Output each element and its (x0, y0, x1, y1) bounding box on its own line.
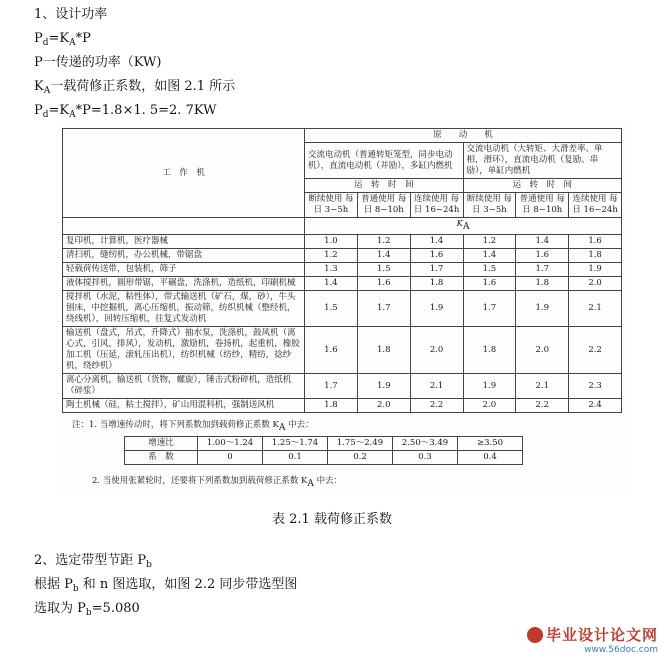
ka-value-cell: 1.7 (305, 374, 358, 399)
coef-cell: 0.3 (393, 451, 458, 465)
table-row (63, 399, 622, 413)
ka-value-cell: 1.6 (463, 277, 516, 291)
watermark (527, 624, 658, 655)
ka-value-cell: 1.2 (357, 235, 410, 249)
coef-cell: 0.4 (458, 451, 523, 465)
table-row (63, 263, 622, 277)
ka-value-cell: 2.0 (569, 277, 622, 291)
ka-value-cell: 1.7 (410, 263, 463, 277)
ka-value-cell: 1.6 (305, 327, 358, 374)
note-2-tail: 中去： (313, 476, 343, 486)
note-2-sub: A (307, 479, 314, 489)
section2-choice (34, 600, 140, 622)
machine-cell: 搅拌机（水泥，粘性体），带式输送机（矿石，煤，砂），牛头刨床，中挖掘机，离心压缩机，振动筛，纺织机械（整经机，绕线机），回转压缩机，往复式发动机 (63, 291, 305, 327)
ka-value-cell: 1.7 (463, 291, 516, 327)
ka-value-cell: 2.0 (357, 399, 410, 413)
ratio-cell: 2.50～3.49 (393, 437, 458, 451)
ka-value-cell: 1.6 (410, 249, 463, 263)
ka-value-cell: 1.5 (305, 291, 358, 327)
coef-cell: 0 (198, 451, 263, 465)
table-row (63, 374, 622, 399)
ka-value-cell: 1.5 (357, 263, 410, 277)
ka-value-cell: 1.3 (305, 263, 358, 277)
basis-pre: 根据 P (34, 577, 73, 592)
calc-mid: =K (48, 103, 70, 118)
group2-header: 交流电动机（大转矩、大滑差率、单相，滑环），直流电动机（复励、串励），单缸内燃机 (463, 143, 622, 179)
basis-post: 和 n 图选取，如图 2.2 同步带选型图 (78, 577, 298, 592)
formula-p: P (34, 31, 43, 46)
speedup-ratio-table (124, 436, 523, 465)
ka-value-cell: 2.0 (410, 327, 463, 374)
section2-heading (34, 552, 152, 574)
ka-value-cell: 2.2 (516, 399, 569, 413)
table-row (63, 277, 622, 291)
col-machine-header: 工 作 机 (63, 129, 305, 218)
table-caption: 表 2.1 载荷修正系数 (272, 512, 392, 527)
ka-value-cell: 1.9 (357, 374, 410, 399)
machine-cell: 复印机，计算机，医疗器械 (63, 235, 305, 249)
scanned-table-image (62, 120, 628, 492)
table-row (63, 327, 622, 374)
ratio-cell: ≥3.50 (458, 437, 523, 451)
machine-cell: 清扫机，缝纫机，办公机械，带锯盘 (63, 249, 305, 263)
ka-value-cell: 1.8 (463, 327, 516, 374)
ka-value-cell: 1.9 (463, 374, 516, 399)
machine-cell: 陶土机械（硅，粘土搅拌），矿山用混料机，强制送风机 (63, 399, 305, 413)
heading-design-power: 1、设计功率 (34, 7, 108, 22)
group1-header: 交流电动机（普通转矩笼型，同步电动机），直流电动机（并励），多缸内燃机 (305, 143, 463, 179)
ratio-cell: 1.00～1.24 (198, 437, 263, 451)
ratio-row (125, 437, 523, 451)
watermark-logo-icon (527, 627, 543, 643)
calc-sub-a: A (69, 110, 76, 120)
machine-cell: 液体搅拌机，圆形带锯，平碾盘，洗涤机，造纸机，印刷机械 (63, 277, 305, 291)
ka-value-cell: 1.2 (305, 249, 358, 263)
machine-cell: 轻载荷传送带，包装机，筛子 (63, 263, 305, 277)
coef-label: 系 数 (125, 451, 198, 465)
ka-value-cell: 1.6 (357, 277, 410, 291)
ka-value-cell: 2.2 (569, 327, 622, 374)
sub-col-6: 连续使用 每日 16~24h (569, 193, 622, 218)
note-1-sub: A (278, 423, 286, 433)
note-1 (72, 420, 314, 434)
ka-sub: A (43, 86, 51, 96)
run-time-header-2: 运 转 时 间 (463, 179, 622, 193)
formula-pd (34, 30, 91, 52)
ka-value-cell: 1.6 (569, 235, 622, 249)
watermark-brand-text: 毕业设计论文网 (545, 626, 658, 644)
formula-mid: =K (48, 31, 70, 46)
table-row (63, 291, 622, 327)
run-time-header-1: 运 转 时 间 (305, 179, 463, 193)
ka-letter: K (456, 219, 463, 229)
watermark-brand (527, 624, 658, 645)
choice-post: =5.080 (91, 601, 140, 616)
ka-value-cell: 1.9 (516, 291, 569, 327)
coef-row (125, 451, 523, 465)
ka-value-cell: 1.8 (516, 277, 569, 291)
machine-cell: 输送机（盘式，吊式，升降式）抽水泵，洗涤机，鼓风机（离心式，引风，排风），发动机，激励机，卷扬机，起重机，橡胶加工机（压延，滚轧压出机），纺织机械（纺纱，精纺，捻纱机，绕纱机） (63, 327, 305, 374)
ka-value-cell: 1.2 (463, 235, 516, 249)
coef-cell: 0.1 (263, 451, 328, 465)
ka-blank (63, 218, 305, 235)
ratio-label: 增速比 (125, 437, 198, 451)
sub-col-4: 断续使用 每日 3~5h (463, 193, 516, 218)
ka-header (305, 218, 622, 235)
ka-value-cell: 1.4 (305, 277, 358, 291)
ka-value-cell: 2.1 (516, 374, 569, 399)
note-2 (92, 476, 342, 490)
choice-pre: 选取为 P (34, 601, 86, 616)
ka-value-cell: 1.4 (463, 249, 516, 263)
ka-value-cell: 1.4 (516, 235, 569, 249)
ka-value-cell: 1.4 (410, 235, 463, 249)
ratio-cell: 1.25～1.74 (263, 437, 328, 451)
ka-value-cell: 2.1 (410, 374, 463, 399)
ka-value-cell: 1.9 (569, 263, 622, 277)
calc-result: *P=1.8×1. 5=2. 7KW (75, 103, 217, 118)
machine-cell: 离心分离机，输送机（货物，螺旋），锤击式粉碎机，造纸机（碎浆） (63, 374, 305, 399)
ka-header-sub: A (462, 222, 470, 232)
sub-col-5: 普通使用 每日 8~10h (516, 193, 569, 218)
sub-col-2: 普通使用 每日 8~10h (357, 193, 410, 218)
ka-value-cell: 1.5 (463, 263, 516, 277)
ka-value-cell: 1.8 (410, 277, 463, 291)
formula-sub-a: A (69, 38, 76, 48)
ka-k: K (34, 79, 44, 94)
formula-sub-d: d (42, 38, 49, 48)
formula-tail: *P (75, 31, 91, 46)
ratio-cell: 1.75～2.49 (328, 437, 393, 451)
ka-definition (34, 78, 235, 100)
section2-basis (34, 576, 297, 598)
ka-value-cell: 2.0 (463, 399, 516, 413)
ka-text: 一载荷修正系数，如图 2.1 所示 (50, 79, 236, 94)
col-prime-mover-header: 原 动 机 (305, 129, 622, 143)
ka-value-cell: 2.0 (516, 327, 569, 374)
ka-value-cell: 1.9 (410, 291, 463, 327)
ka-value-cell: 2.4 (569, 399, 622, 413)
ka-value-cell: 1.8 (305, 399, 358, 413)
note-1-text: 注：1. 当增速传动时，将下列系数加到载荷修正系数 K (72, 420, 279, 430)
ka-value-cell: 1.0 (305, 235, 358, 249)
table-row (63, 235, 622, 249)
section2-heading-sub: b (146, 560, 152, 570)
sub-col-1: 断续使用 每日 3~5h (305, 193, 358, 218)
basis-sub: b (72, 584, 79, 594)
table-row (63, 249, 622, 263)
calc-sub-d: d (42, 110, 49, 120)
choice-sub: b (85, 608, 92, 618)
ka-value-cell: 1.8 (357, 327, 410, 374)
ka-value-cell: 1.7 (516, 263, 569, 277)
ka-value-cell: 2.3 (569, 374, 622, 399)
ka-value-cell: 1.4 (357, 249, 410, 263)
section2-heading-text: 2、选定带型节距 P (34, 553, 147, 568)
sub-col-3: 连续使用 每日 16~24h (410, 193, 463, 218)
coef-cell: 0.2 (328, 451, 393, 465)
calc-p: P (34, 103, 43, 118)
note-1-tail: 中去： (285, 420, 314, 430)
note-2-text: 2. 当使用张紧轮时，还要将下列系数加到载荷修正系数 K (92, 476, 308, 486)
ka-value-cell: 1.8 (569, 249, 622, 263)
ka-value-cell: 2.2 (410, 399, 463, 413)
watermark-url: www.56doc.com (584, 645, 658, 655)
p-definition: P一传递的功率（KW) (34, 55, 162, 70)
ka-value-cell: 2.1 (569, 291, 622, 327)
load-factor-table (62, 128, 622, 413)
ka-value-cell: 1.6 (516, 249, 569, 263)
ka-value-cell: 1.7 (357, 291, 410, 327)
